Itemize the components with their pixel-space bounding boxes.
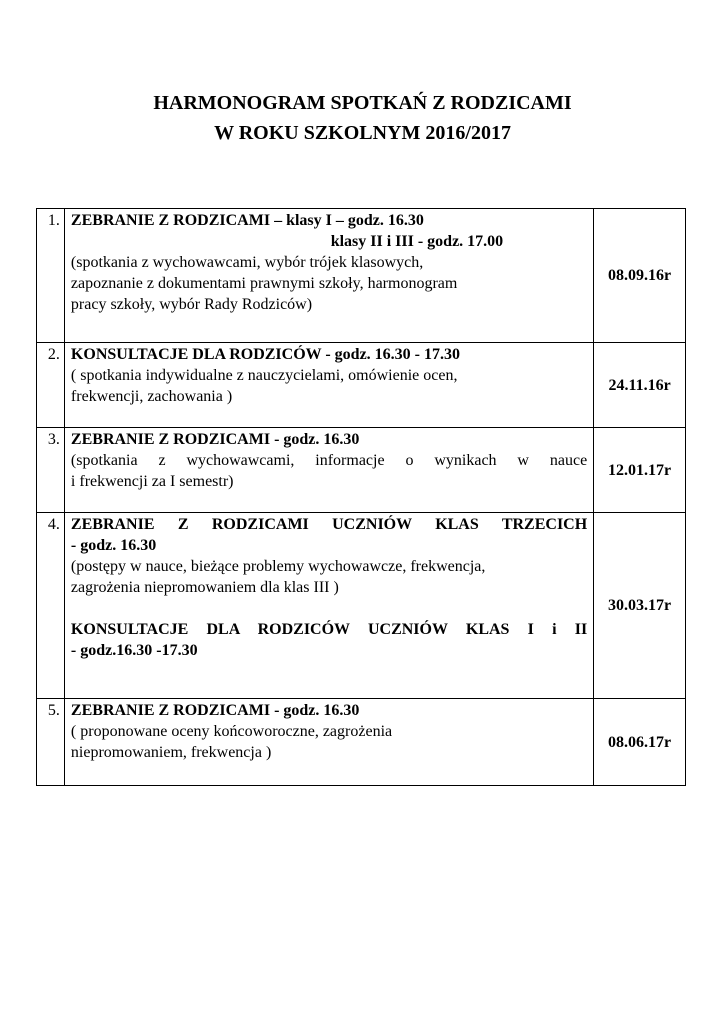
row-detail: pracy szkoły, wybór Rady Rodziców) (70, 296, 313, 313)
row-detail: i frekwencji za I semestr) (70, 473, 234, 490)
row-heading: ZEBRANIE Z RODZICAMI - godz. 16.30 (70, 431, 360, 448)
spacer (71, 598, 587, 619)
row-number: 1. (37, 209, 65, 343)
row-detail: niepromowaniem, frekwencja ) (70, 744, 272, 761)
row-subheading-continuation: - godz.16.30 -17.30 (70, 642, 198, 659)
row-description (64, 209, 593, 343)
row-heading-continuation: - godz. 16.30 (70, 537, 157, 554)
row-date: 30.03.17r (594, 513, 686, 699)
row-heading: ZEBRANIE Z RODZICAMI UCZNIÓW KLAS TRZECICH (70, 516, 588, 533)
row-detail: (spotkania z wychowawcami, wybór trójek klasowych, (70, 254, 424, 271)
row-heading: ZEBRANIE Z RODZICAMI – klasy I – godz. 16.30 (70, 212, 424, 229)
row-detail: (postępy w nauce, bieżące problemy wychowawcze, frekwencja, (70, 558, 486, 575)
row-number: 4. (37, 513, 65, 699)
table-row (37, 428, 686, 513)
document-title (0, 88, 725, 148)
table-row (37, 209, 686, 343)
row-description (64, 343, 593, 428)
meetings-schedule-table (36, 208, 686, 786)
row-number: 3. (37, 428, 65, 513)
row-date: 12.01.17r (594, 428, 686, 513)
row-detail: (spotkania z wychowawcami, informacje o wynikach w nauce (70, 452, 588, 469)
row-detail: zagrożenia niepromowaniem dla klas III ) (70, 579, 339, 596)
title-line-2: W ROKU SZKOLNYM 2016/2017 (214, 122, 511, 144)
table-row (37, 513, 686, 699)
row-subheading: KONSULTACJE DLA RODZICÓW UCZNIÓW KLAS I i II (70, 621, 588, 638)
row-detail: ( proponowane oceny końcoworoczne, zagrożenia (70, 723, 393, 740)
title-line-1: HARMONOGRAM SPOTKAŃ Z RODZICAMI (153, 92, 572, 114)
row-description (64, 428, 593, 513)
row-detail: frekwencji, zachowania ) (70, 388, 233, 405)
row-description (64, 513, 593, 699)
row-heading: KONSULTACJE DLA RODZICÓW - godz. 16.30 - 17.30 (70, 346, 461, 363)
row-date: 08.09.16r (594, 209, 686, 343)
row-date: 08.06.17r (594, 699, 686, 786)
row-heading-secondary: klasy II i III - godz. 17.00 (330, 233, 504, 250)
row-heading: ZEBRANIE Z RODZICAMI - godz. 16.30 (70, 702, 360, 719)
table-row (37, 343, 686, 428)
row-number: 2. (37, 343, 65, 428)
row-number: 5. (37, 699, 65, 786)
row-detail: zapoznanie z dokumentami prawnymi szkoły, harmonogram (70, 275, 458, 292)
table-row (37, 699, 686, 786)
row-date: 24.11.16r (594, 343, 686, 428)
row-description (64, 699, 593, 786)
row-detail: ( spotkania indywidualne z nauczycielami, omówienie ocen, (70, 367, 458, 384)
